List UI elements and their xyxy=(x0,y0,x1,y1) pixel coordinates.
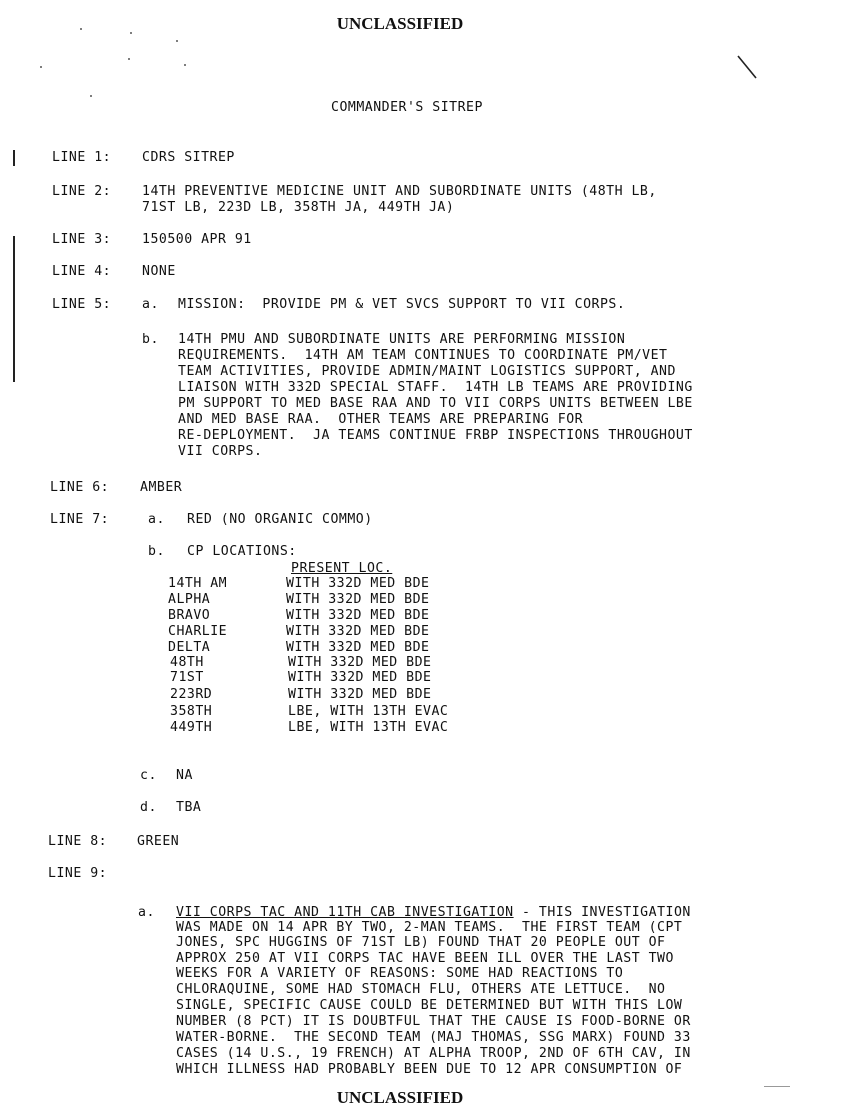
line5-label: LINE 5: xyxy=(52,297,112,312)
line3-label: LINE 3: xyxy=(52,232,112,247)
line7-b-text: CP LOCATIONS: xyxy=(187,544,297,559)
line5-b-text: 14TH PMU AND SUBORDINATE UNITS ARE PERFORMING MISSION xyxy=(178,332,626,347)
cp-location: LBE, WITH 13TH EVAC xyxy=(288,704,449,719)
line4-label: LINE 4: xyxy=(52,264,112,279)
line7-c-marker: c. xyxy=(140,768,157,783)
document-title: COMMANDER'S SITREP xyxy=(331,100,483,115)
line6-label: LINE 6: xyxy=(50,480,110,495)
classification-footer: UNCLASSIFIED xyxy=(336,1088,464,1107)
line9-a-first-line xyxy=(176,905,691,921)
cp-unit: BRAVO xyxy=(168,608,211,623)
cp-unit: CHARLIE xyxy=(168,624,228,639)
cp-location: WITH 332D MED BDE xyxy=(288,670,432,685)
line5-b-text: PM SUPPORT TO MED BASE RAA AND TO VII CORPS UNITS BETWEEN LBE xyxy=(178,396,693,411)
margin-bar xyxy=(13,150,15,166)
scan-speck xyxy=(184,64,186,66)
cp-location: WITH 332D MED BDE xyxy=(286,624,430,639)
line9-a-text: SINGLE, SPECIFIC CAUSE COULD BE DETERMINED BUT WITH THIS LOW xyxy=(176,998,683,1013)
line2-text: 14TH PREVENTIVE MEDICINE UNIT AND SUBORDINATE UNITS (48TH LB, xyxy=(142,184,657,199)
cp-unit: 48TH xyxy=(170,655,204,670)
pen-stroke-mark xyxy=(736,54,760,82)
scan-speck xyxy=(40,66,42,68)
cp-locations-column-header: PRESENT LOC. xyxy=(291,561,393,576)
line7-b-marker: b. xyxy=(148,544,165,559)
line9-a-text: WHICH ILLNESS HAD PROBABLY BEEN DUE TO 12 APR CONSUMPTION OF xyxy=(176,1062,683,1077)
line9-a-text: APPROX 250 AT VII CORPS TAC HAVE BEEN ILL OVER THE LAST TWO xyxy=(176,951,674,966)
line9-a-text: JONES, SPC HUGGINS OF 71ST LB) FOUND THAT 20 PEOPLE OUT OF xyxy=(176,935,666,950)
scan-speck xyxy=(176,40,178,42)
investigation-heading: VII CORPS TAC AND 11TH CAB INVESTIGATION xyxy=(176,905,514,920)
line9-label: LINE 9: xyxy=(48,866,108,881)
line5-b-text: LIAISON WITH 332D SPECIAL STAFF. 14TH LB TEAMS ARE PROVIDING xyxy=(178,380,693,395)
line5-a-marker: a. xyxy=(142,297,159,312)
line9-a-text: NUMBER (8 PCT) IT IS DOUBTFUL THAT THE CAUSE IS FOOD-BORNE OR xyxy=(176,1014,691,1029)
investigation-heading-continuation: - THIS INVESTIGATION xyxy=(513,905,691,920)
scan-speck xyxy=(90,95,92,97)
line9-a-marker: a. xyxy=(138,905,155,920)
line7-d-marker: d. xyxy=(140,800,157,815)
scan-dash xyxy=(764,1086,790,1087)
line9-a-text: WATER-BORNE. THE SECOND TEAM (MAJ THOMAS, SSG MARX) FOUND 33 xyxy=(176,1030,691,1045)
line1-label: LINE 1: xyxy=(52,150,112,165)
line5-b-text: AND MED BASE RAA. OTHER TEAMS ARE PREPARING FOR xyxy=(178,412,584,427)
line9-a-text: CASES (14 U.S., 19 FRENCH) AT ALPHA TROOP, 2ND OF 6TH CAV, IN xyxy=(176,1046,691,1061)
line7-a-text: RED (NO ORGANIC COMMO) xyxy=(187,512,373,527)
line5-a-text: MISSION: PROVIDE PM & VET SVCS SUPPORT TO VII CORPS. xyxy=(178,297,626,312)
cp-location: WITH 332D MED BDE xyxy=(288,655,432,670)
cp-location: WITH 332D MED BDE xyxy=(286,576,430,591)
line9-a-text: CHLORAQUINE, SOME HAD STOMACH FLU, OTHERS ATE LETTUCE. NO xyxy=(176,982,666,997)
cp-unit: 71ST xyxy=(170,670,204,685)
line9-a-text: WAS MADE ON 14 APR BY TWO, 2-MAN TEAMS. THE FIRST TEAM (CPT xyxy=(176,920,683,935)
line5-b-text: REQUIREMENTS. 14TH AM TEAM CONTINUES TO COORDINATE PM/VET xyxy=(178,348,668,363)
line8-label: LINE 8: xyxy=(48,834,108,849)
line4-text: NONE xyxy=(142,264,176,279)
line8-text: GREEN xyxy=(137,834,180,849)
cp-unit: 449TH xyxy=(170,720,213,735)
margin-bar xyxy=(13,236,15,382)
line5-b-text: VII CORPS. xyxy=(178,444,263,459)
line3-text: 150500 APR 91 xyxy=(142,232,252,247)
line7-c-text: NA xyxy=(176,768,193,783)
cp-location: WITH 332D MED BDE xyxy=(288,687,432,702)
scan-speck xyxy=(128,58,130,60)
line7-d-text: TBA xyxy=(176,800,202,815)
cp-location: WITH 332D MED BDE xyxy=(286,640,430,655)
line7-label: LINE 7: xyxy=(50,512,110,527)
cp-unit: DELTA xyxy=(168,640,211,655)
cp-unit: ALPHA xyxy=(168,592,211,607)
line5-b-marker: b. xyxy=(142,332,159,347)
line5-b-text: TEAM ACTIVITIES, PROVIDE ADMIN/MAINT LOGISTICS SUPPORT, AND xyxy=(178,364,676,379)
line6-text: AMBER xyxy=(140,480,183,495)
line2-text: 71ST LB, 223D LB, 358TH JA, 449TH JA) xyxy=(142,200,455,215)
line5-b-text: RE-DEPLOYMENT. JA TEAMS CONTINUE FRBP INSPECTIONS THROUGHOUT xyxy=(178,428,693,443)
cp-unit: 223RD xyxy=(170,687,213,702)
classification-header: UNCLASSIFIED xyxy=(336,14,464,33)
cp-unit: 14TH AM xyxy=(168,576,228,591)
line7-a-marker: a. xyxy=(148,512,165,527)
cp-location: WITH 332D MED BDE xyxy=(286,592,430,607)
cp-location: WITH 332D MED BDE xyxy=(286,608,430,623)
cp-location: LBE, WITH 13TH EVAC xyxy=(288,720,449,735)
line2-label: LINE 2: xyxy=(52,184,112,199)
cp-unit: 358TH xyxy=(170,704,213,719)
line1-text: CDRS SITREP xyxy=(142,150,235,165)
line9-a-text: WEEKS FOR A VARIETY OF REASONS: SOME HAD REACTIONS TO xyxy=(176,966,624,981)
